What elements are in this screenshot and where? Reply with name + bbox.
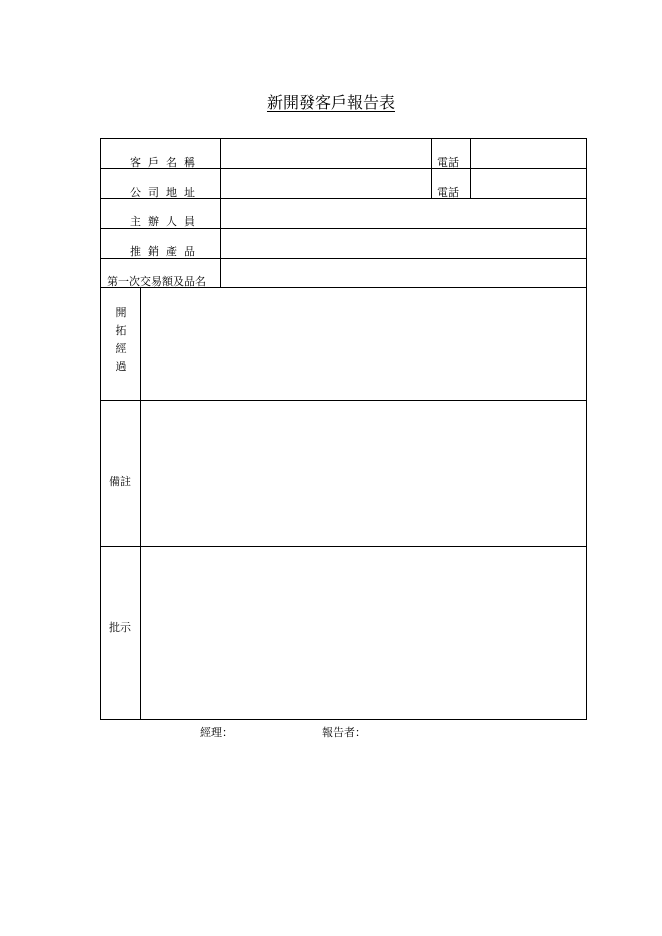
manager-signature-label: 經理： [200, 726, 233, 739]
phone-column-divider [431, 139, 432, 198]
responsible-staff-field[interactable] [221, 199, 586, 228]
products-promoted-field[interactable] [221, 229, 586, 258]
customer-phone-field[interactable] [471, 139, 586, 168]
company-phone-label: 電話 [437, 186, 459, 199]
report-form [100, 138, 587, 720]
customer-phone-label: 電話 [437, 156, 459, 169]
development-process-field[interactable] [141, 288, 586, 400]
remarks-field[interactable] [141, 401, 586, 546]
company-phone-field[interactable] [471, 169, 586, 198]
company-address-label: 公司地址 [130, 186, 202, 199]
instructions-field[interactable] [141, 547, 586, 719]
reporter-signature-label: 報告者： [322, 726, 366, 739]
instructions-label: 批示 [109, 621, 131, 634]
development-process-label: 開拓經過 [115, 306, 127, 373]
products-promoted-label: 推銷產品 [130, 245, 202, 258]
customer-name-label: 客戶名稱 [130, 156, 202, 169]
first-transaction-label: 第一次交易額及品名 [107, 275, 206, 288]
responsible-staff-label: 主辦人員 [130, 215, 202, 228]
remarks-label: 備註 [109, 475, 131, 488]
customer-name-field[interactable] [221, 139, 431, 168]
company-address-field[interactable] [221, 169, 431, 198]
form-title: 新開發客戶報告表 [266, 93, 395, 112]
first-transaction-field[interactable] [221, 259, 586, 287]
